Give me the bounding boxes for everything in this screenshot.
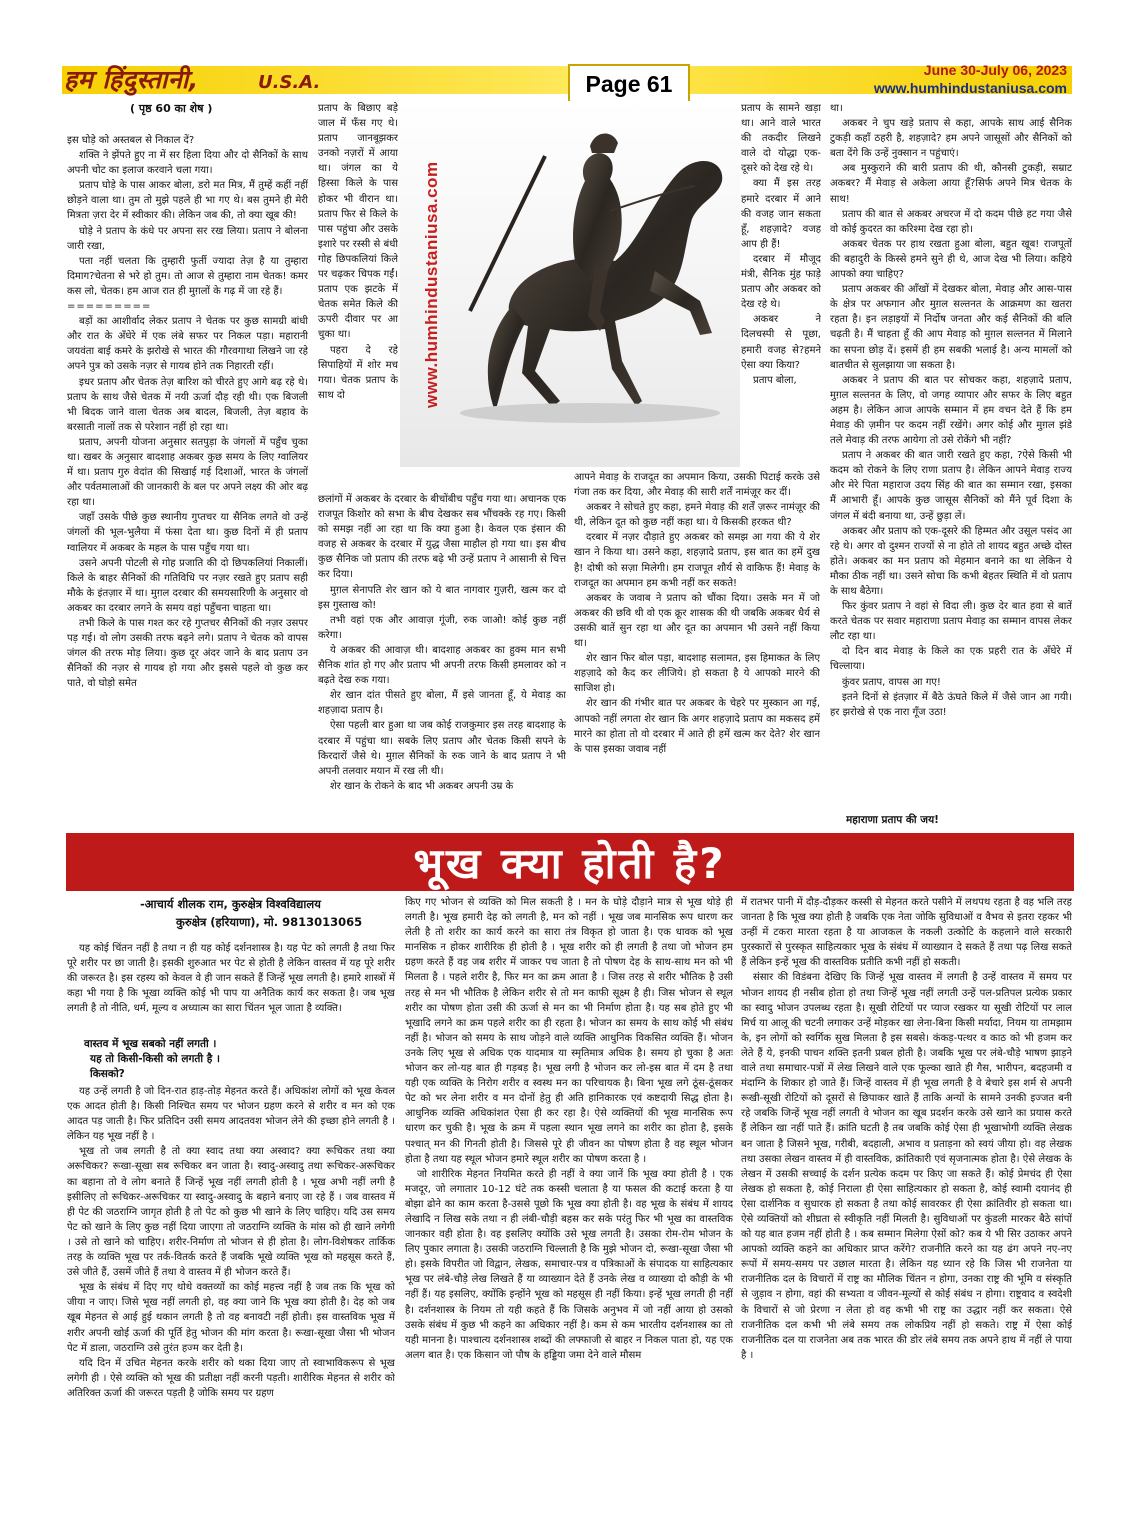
- paragraph: फिर कुंवर प्रताप ने वहां से विदा ली। कुछ देर बात हवा से बातें करते चेतक पर सवार महाराणा प्रताप मेवाड़ का सम्मान वापस लेकर लौट रहा था।: [830, 601, 1072, 643]
- paragraph: इधर प्रताप और चेतक तेज़ बारिश को चीरते हुए आगे बढ़ रहे थे। प्रताप के साथ जैसे चेतक में नयी ऊर्जा दौड़ रही थी। एक बिजली भी बिदक जाने वाला चेतक अब बादल, बिजली, तेज़ बहाव के बरसाती नालों तक से परेशान नहीं हो रहा था।: [67, 376, 308, 433]
- paragraph: प्रताप की बात से अकबर अचरज में दो कदम पीछे हट गया जैसे वो कोई कुदरत का करिश्मा देख रहा हो।: [830, 208, 1072, 235]
- pull-quote: [70, 1037, 390, 1082]
- author-byline: [140, 895, 362, 931]
- paragraph: शक्ति ने झेंपते हुए ना में सर हिला दिया और दो सैनिकों के साथ अपनी चोट का इलाज करवाने चला गया।: [67, 150, 308, 177]
- paragraph: जहाँ उसके पीछे कुछ स्थानीय गुप्तचर या सैनिक लगते वो उन्हें जंगलों की भूल-भुलैया में फंसा देता था। कुछ दिनों में ही प्रताप ग्वालियर में अकबर के महल के पास पहुँच गया था।: [67, 512, 308, 554]
- paragraph: प्रताप अकबर की आँखों में देखकर बोला, मेवाड़ और आस-पास के क्षेत्र पर अफगान और मुग़ल सल्तनत के आक्रमण का खतरा रहता है। इन लड़ाइयों में निर्दोष जनता और कई सैनिकों की बलि चढ़ती है। मैं चाहता हूँ की आप मेवाड़ को मुग़ल सल्तनत में मिलाने का सपना छोड़ दें। इसमें ही हम सबकी भलाई है। अन्य मामलों को बातचीत से सुलझाया जा सकता है।: [830, 284, 1072, 371]
- page-header: [0, 0, 1135, 100]
- paragraph: संसार की विडंबना देखिए कि जिन्हें भूख वास्तव में लगती है उन्हें वास्तव में समय पर भोजन शायद ही नसीब होता हो तथा जिन्हें भूख नहीं लगती उन्हें पल-प्रतिपल प्रत्येक प्रकार का स्वादु भोजन उपलब्ध रहता है। सूखी रोटियों पर प्याज रखकर या सूखी रोटियों पर लाल मिर्च या आलू की चटनी लगाकर उन्हें मोड़कर खा लेना-बिना किसी मर्यादा, नियम या तामझाम के, इन लोगों को स्वर्गिक सुख मिलता है इस सबसे। कंकड़-पत्थर व काठ को भी हजम कर लेते हैं ये, इनकी पाचन शक्ति इतनी प्रबल होती है। जबकि भूख पर लंबे-चौड़े भाषण झाड़ने वाले तथा समाचार-पत्रों में लेख लिखने वाले एक फूल्का खाते ही गैस, भारीपन, बदहजमी व मंदाग्नि के शिकार हो जाते हैं। जिन्हें वास्तव में ही भूख लगती है वे बेचारे इस शर्म से अपनी रूखी-सूखी रोटियों को दूसरों से छिपाकर खाते हैं ताकि अन्यों के सामने उनकी इज्जत बनी रहे जबकि जिन्हें भूख नहीं लगती वे भोजन का खूब प्रदर्शन करके उसे खाने का प्रयास करते हैं लेकिन खा नहीं पाते हैं। क्रांति घटती है तब जबकि कोई ऐसा ही भूखाभोगी व्यक्ति लेखक बन जाता है जिसने भूख, गरीबी, बदहाली, अभाव व प्रताड़ना को स्वयं जीया हो। वह लेखक तथा उसका लेखन वास्तव में ही वास्तविक, क्रांतिकारी एवं सृजनात्मक होता है। ऐसे लेखक के लेखन में उसकी सच्चाई के दर्शन प्रत्येक कदम पर किए जा सकते हैं। कोई प्रेमचंद ही ऐसा लेखक हो सकता है, कोई निराला ही ऐसा साहित्यकार हो सकता है, कोई स्वामी दयानंद ही ऐसा दार्शनिक व सुधारक हो सकता है तथा कोई सावरकर ही ऐसा क्रांतिवीर हो सकता था। ऐसे व्यक्तियों को शीघ्रता से स्वीकृति नहीं मिलती है। सुविधाओं पर कुंडली मारकर बैठे सांपों को यह बात हजम नहीं होती है । कब सम्मान मिलेगा ऐसों को? कब ये भी सिर उठाकर अपने आपको व्यक्ति कहने का अधिकार प्राप्त करेंगे? राजनीति करने का यह ढंग अपने नए-नए रूपों में समय-समय पर उछाल मारता है। लेकिन यह ध्यान रहे कि जिस भी राजनेता या राजनीतिक दल के विचारों में राष्ट्र का मौलिक चिंतन न होगा, उनका राष्ट्र की भूमि व संस्कृति से जुड़ाव न होगा, वहां की सभ्यता व जीवन-मूल्यों से कोई संबंध न होगा। राष्ट्रवाद व स्वदेशी के विचारों से जो प्रेरणा न लेता हो वह कभी भी राष्ट्र का उद्धार नहीं कर सकता। ऐसे राजनीतिक दल कभी भी लंबे समय तक लोकप्रिय नहीं हो सकते। राष्ट्र में ऐसा कोई राजनीतिक दल या राजनेता अब तक भारत की डोर लंबे समय तक अपने हाथ में नहीं ले पाया है ।: [741, 972, 1072, 1361]
- paragraph: शेर खान की गंभीर बात पर अकबर के चेहरे पर मुस्कान आ गई, आपको नहीं लगता शेर खान कि अगर शहज़ादे प्रताप का मकसद हमें मारने का होता तो वो दरबार में आते ही हमें खत्म कर देते? शेर खान के पास इसका जवाब नहीं: [574, 698, 820, 755]
- paragraph: प्रताप ने अकबर की बात जारी रखते हुए कहा, ?ऐसे किसी भी कदम को रोकने के लिए राणा प्रताप है। लेकिन आपने मेवाड़ राज्य और मेरे पिता महाराज उदय सिंह की बात का सम्मान रखा, इसका मैं आभारी हूँ। आपके कुछ जासूस सैनिकों को मैंने पूर्व दिशा के जंगल में बंदी बनाया था, उन्हें छुड़ा लें।: [830, 450, 1072, 522]
- story2-intro: [67, 941, 395, 1035]
- story1-col3-top: [741, 101, 821, 473]
- story2-col3: [741, 895, 1072, 1520]
- paragraph: अकबर के जवाब ने प्रताप को चौंका दिया। उसके मन में जो अकबर की छवि थी वो एक क्रूर शासक की थी जबकि अकबर धैर्य से उसकी बातें सुन रहा था और दूत का अपमान भी उसने नहीं किया था।: [574, 592, 820, 650]
- paragraph: अकबर चेतक पर हाथ रखता हुआ बोला, बहुत खूब! राजपूतों की बहादुरी के किस्से हमने सुने ही थे, आज देख भी लिया। कहिये आपको क्या चाहिए?: [830, 238, 1072, 281]
- paragraph: अकबर ने सोचते हुए कहा, हमने मेवाड़ की शर्तें ज़रूर नामंज़ूर की थी, लेकिन दूत को कुछ नहीं कहा था। ये किसकी हरकत थी?: [574, 502, 820, 529]
- paragraph: घोड़े ने प्रताप के कंधे पर अपना सर रख लिया। प्रताप ने बोलना जारी रखा,: [67, 225, 308, 252]
- paragraph: प्रताप बोला,: [753, 374, 797, 386]
- paragraph: दरबार में मौजूद मंत्री, सैनिक मुंह फाड़े प्रताप और अकबर को देख रहे थे।: [741, 253, 821, 311]
- paragraph: शेर खान के रोकने के बाद भी अकबर अपनी उम्र के: [330, 780, 514, 792]
- section-separator: =========: [67, 301, 152, 313]
- paragraph: अकबर और प्रताप को एक-दूसरे की हिम्मत और उसूल पसंद आ रहे थे। अगर वो दुश्मन राज्यों से ना होते तो शायद बहुत अच्छे दोस्त होते। अकबर का मन प्रताप को मेहमान बनाने का था लेकिन ये मौका ठीक नहीं था। उसने सोचा कि कभी बेहतर स्थिति में वो प्रताप के साथ बैठेगा।: [830, 525, 1072, 597]
- website-link[interactable]: www.humhindustaniusa.com: [873, 80, 1067, 96]
- paragraph: अकबर ने चुप खड़े प्रताप से कहा, आपके साथ आई सैनिक टुकड़ी कहाँ ठहरी है, शहज़ादे? हम अपने जासूसों और सैनिकों को बता देंगे कि उन्हें नुक्सान न पहुंचाएं।: [830, 118, 1072, 160]
- paragraph: ये अकबर की आवाज़ थी। बादशाह अकबर का हुक्म मान सभी सैनिक शांत हो गए और प्रताप भी अपनी तरफ किसी हमलावर को न बढ़ते देख रुक गया।: [318, 644, 566, 687]
- paragraph: उसने अपनी पोटली से गोह प्रजाति की दो छिपकलियां निकालीं। किले के बाहर सैनिकों की गतिविधि पर नज़र रखते हुए प्रताप सही मौके के इंतज़ार में था। मुग़ल दरबार की समयसारिणी के अनुसार वो अकबर का दरबार लगने के समय वहां पहुँचना चाहता था।: [67, 557, 308, 614]
- paragraph: पता नहीं चलता कि तुम्हारी फुर्ती ज्यादा तेज़ है या तुम्हारा दिमाग?चेतना से भरे हो तुम। तो आज से तुम्हारा नाम चेतक! कमर कस लो, चेतक। हम आज रात ही मुग़लों के गढ़ में जा रहे हैं।: [67, 255, 308, 297]
- paragraph: अब मुस्कुराने की बारी प्रताप की थी, कौनसी टुकड़ी, सम्राट अकबर? मैं मेवाड़ से अकेला आया हूँ?सिर्फ अपने मित्र चेतक के साथ!: [830, 163, 1072, 205]
- story2-col2: [405, 895, 733, 1520]
- paragraph: पहरा दे रहे सिपाहियों में शोर मच गया। चेतक प्रताप के साथ दो: [318, 344, 398, 401]
- quote-line: यह तो किसी-किसी को लगती है ।: [90, 1053, 220, 1066]
- closing-slogan: महाराणा प्रताप की जय!: [846, 814, 939, 826]
- page-number: Page 61: [568, 64, 690, 104]
- paragraph: इतने दिनों से इंतज़ार में बैठे ऊंघते किले में जैसे जान आ गयी। हर झरोखे से एक नारा गूँज उठा!: [830, 691, 1072, 718]
- watermark-url: www.humhindustaniusa.com: [422, 161, 441, 409]
- story1-col1: [67, 133, 308, 828]
- author-name: -आचार्य शीलक राम, कुरुक्षेत्र विश्वविद्यालय: [140, 897, 321, 911]
- paragraph: शेर खान दांत पीसते हुए बोला, मैं इसे जानता हूँ, ये मेवाड़ का शहज़ादा प्रताप है।: [318, 690, 566, 717]
- paragraph: किए गए भोजन से व्यक्ति को मिल सकती है । मन के घोड़े दौड़ाने मात्र से भूख थोड़े ही लगती है। भूख हमारी देह को लगती है, मन को नहीं । भूख जब मानसिक रूप धारण कर लेती है तो शरीर का कार्य करने का सारा तंत्र विकृत हो जाता है। एक धावक को भूख मानसिक न होकर शारीरिक ही होती है । भूख शरीर को ही लगती है तथा जो भोजन हम ग्रहण करते हैं वह जब शरीर में जाकर पच जाता है तो पोषण देह के साथ-साथ मन को भी मिलता है । पहले शरीर है, फिर मन का क्रम आता है । जिस तरह से शरीर भौतिक है उसी तरह से मन भी भौतिक है लेकिन शरीर से तो मन काफी सूक्ष्म है ही। जिस भोजन से स्थूल शरीर का पोषण होता उसी की ऊर्जा से मन का भी निर्माण होता है। यह सब होते हुए भी भूखादि लगने का क्रम पहले शरीर का ही रहता है। भोजन का समय के साथ कोई भी संबंध नहीं है। भोजन को समय के साथ जोड़ने वाले व्यक्ति आधुनिक विकसित व्यक्ति हैं। भोजन उनके लिए भूख से अधिक एक यादमात्र या स्मृतिमात्र अधिक है। समय हो चुका है अतः भोजन कर लो-यह बात ही गड़बड़ है। भूख लगी है भोजन कर लो-इस बात में दम है तथा यही एक व्यक्ति के निरोग शरीर व स्वस्थ मन का परिचायक है। बिना भूख लगे ठूंस-ठूंसकर पेट को भर लेना शरीर व मन दोनों हेतु ही अति हानिकारक एवं कष्टदायी सिद्ध होता है। आधुनिक व्यक्ति अधिकांशत ऐसा ही कर रहा है। ऐसे व्यक्तियों की भूख मानसिक रूप धारण कर चुकी है। भूख के क्रम में पहला स्थान भूख लगने का शरीर का होता है, इसके पश्चात् मन की गिनती होती है। जिससे पूरे ही जीवन का पोषण होता है वह स्थूल भोजन होता है तथा यह स्थूल भोजन हमारे स्थूल शरीर का पोषण करता है ।: [405, 897, 733, 1165]
- headline: भूख क्या होती है?: [413, 838, 727, 888]
- horse-statue-icon: [400, 101, 740, 467]
- paragraph: प्रताप के बिछाए बड़े जाल में फँस गए थे। प्रताप जानबूझकर उनको नज़रों में आया था। जंगल का ये हिस्सा किले के पास होकर भी वीरान था। प्रताप फिर से किले के पास पहुंचा और उसके इशारे पर रस्सी से बंधी गोह छिपकलियां किले पर चढ़कर चिपक गईं। प्रताप एक झटके में चेतक समेत किले की ऊपरी दीवार पर आ चुका था।: [318, 103, 398, 341]
- paragraph: दरबार में नज़र दौड़ाते हुए अकबर को समझ आ गया की ये शेर खान ने किया था। उसने कहा, शहज़ादे प्रताप, इस बात का हमें दुख है! दोषी को सज़ा मिलेगी। हम राजपूत शौर्य से वाकिफ हैं! मेवाड़ के राजदूत का अपमान हम कभी नहीं कर सकते!: [574, 532, 820, 589]
- paragraph: यह उन्हें लगती है जो दिन-रात हाड़-तोड़ मेहनत करते हैं। अधिकांश लोगों को भूख केवल एक आदत होती है। किसी निश्चित समय पर भोजन ग्रहण करने से शरीर व मन को एक आदत पड़ जाती है। फिर प्रतिदिन उसी समय आदतवश भोजन लेने की इच्छा होने लगती है । लेकिन यह भूख नहीं है ।: [67, 1086, 395, 1143]
- headline-banner: [66, 833, 1074, 891]
- quote-line: वास्तव में भूख सबको नहीं लगती ।: [84, 1038, 217, 1050]
- masthead-title: हम हिंदुस्तानी,: [64, 65, 199, 94]
- author-contact: कुरुक्षेत्र (हरियाणा), मो. 9813013065: [176, 915, 363, 929]
- paragraph: तभी वहां एक और आवाज़ गूंजी, रुक जाओ! कोई कुछ नहीं करेगा।: [318, 614, 566, 641]
- continued-label: ( पृष्ठ 60 का शेष ): [130, 102, 213, 115]
- masthead-edition: U.S.A.: [258, 72, 321, 93]
- paragraph: था।: [830, 103, 843, 114]
- story1-col2: [318, 101, 398, 491]
- paragraph: भूख के संबंध में दिए गए थोथे वक्तव्यों का कोई महत्त्व नहीं है जब तक कि भूख को जीया न जाए। जिसे भूख नहीं लगती हो, वह क्या जाने कि भूख क्या होती है। देह को जब खूब मेहनत से आई हुई थकान लगती है तो वह बनावटी नहीं होती। इस वास्तविक भूख में शरीर अपनी खोई ऊर्जा की पूर्ति हेतु भोजन की मांग करता है। रूखा-सूखा जैसा भी भोजन पेट में डाला, जठराग्नि उसे तुरंत हज्म कर देती है।: [67, 1282, 395, 1354]
- paragraph: ऐसा पहली बार हुआ था जब कोई राजकुमार इस तरह बादशाह के दरबार में पहुंचा था। सबके लिए प्रताप और चेतक किसी सपने के किरदारों जैसे थे। मुग़ल सैनिकों के रुक जाने के बाद प्रताप ने भी अपनी तलवार मयान में रख ली थी।: [318, 720, 566, 777]
- paragraph: तभी किले के पास गश्त कर रहे गुप्तचर सैनिकों की नज़र उसपर पड़ गई। वो लोग उसकी तरफ बढ़ने लगे। प्रताप ने चेतक को वापस जंगल की तरफ मोड़ लिया। कुछ दूर अंदर जाने के बाद प्रताप उन सैनिकों की नज़र से गायब हो गया और इससे पहले वो कुछ कर पाते, वो घोड़ो समेत: [67, 618, 308, 690]
- paragraph: प्रताप घोड़े के पास आकर बोला, डरो मत मित्र, मैं तुम्हें कहीं नहीं छोड़ने वाला था। तुम तो मुझे पहले ही भा गए थे। बस तुमने ही मेरी मित्रता ज़रा देर में स्वीकार की। लेकिन जब की, तो क्या खूब की!: [67, 180, 308, 222]
- horse-rider-image: [400, 101, 740, 467]
- paragraph: इस घोड़े को अस्तबल से निकाल दें?: [67, 135, 195, 146]
- issue-date: June 30-July 06, 2023: [923, 62, 1067, 78]
- paragraph: प्रताप, अपनी योजना अनुसार सतपुड़ा के जंगलों में पहुँच चुका था। खबर के अनुसार बादशाह अकबर कुछ समय के लिए ग्वालियर में था। प्रताप गुरु वेदांत की सिखाई गई दिशाओं, भारत के जंगलों और पर्वतमालाओं की जानकारी के बल पर अपने लक्ष्य की ओर बढ़ रहा था।: [67, 436, 308, 509]
- paragraph: में रातभर पानी में दौड़-दौड़कर कस्सी से मेहनत करते पसीने में लथपथ रहता है वह भलि तरह जानता है कि भूख क्या होती है जबकि एक नेता जोकि सुविधाओं व वैभव से इतरा रहकर भी उन्हीं में टकरा मारता रहता है या आजकल के नकली उत्कोटि के कहलाने वाले सरकारी पुरस्कारों से पुरस्कृत साहित्यकार भूख के संबंध में व्याख्यान दे सकते हैं तथा पढ़ लिख सकते हैं लेकिन इन्हें भूख की वास्तविक प्रतीति कभी नहीं हो सकती।: [741, 897, 1072, 969]
- story1-col4: [830, 101, 1072, 813]
- paragraph: अकबर ने प्रताप की बात पर सोचकर कहा, शहज़ादे प्रताप, मुग़ल सल्तनत के लिए, वो जगह व्यापार और सफर के लिए बहुत अहम है। लेकिन आज आपके सम्मान में हम वचन देते हैं कि हम मेवाड़ की ज़मीन पर कदम नहीं रखेंगे। अगर कोई और मुग़ल झंडे तले मेवाड़ की तरफ आयेगा तो उसे रोकेंगे भी नहीं?: [830, 374, 1072, 447]
- paragraph: मुग़ल सेनापति शेर खान को ये बात नागवार गुज़री, खत्म कर दो इस गुस्ताख को!: [318, 584, 566, 611]
- quote-line: किसको?: [90, 1068, 125, 1081]
- paragraph: भूख तो जब लगती है तो क्या स्वाद तथा क्या अस्वाद? क्या रूचिकर तथा क्या अरूचिकर? रूखा-सूखा सब रूचिकर बन जाता है। स्वादु-अस्वादु तथा रूचिकर-अरूचिकर का बहाना तो वे लोग बनाते हैं जिन्हें भूख नहीं लगती होती है । भूख अभी नहीं लगी है इसीलिए तो रूचिकर-अरूचिकर या स्वादु-अस्वादु के बहाने बनाए जा रहे हैं । जब वास्तव में ही पेट की जठराग्नि जागृत होती है तो पेट को कुछ भी खाने के लिए चाहिए। यदि उस समय पेट को खाने के लिए कुछ नहीं दिया जाएगा तो जठराग्नि व्यक्ति के मांस को ही खाने लगेगी । उसे तो खाने को चाहिए। शरीर-निर्माण तो भोजन से ही होता है। लोग-विशेषकर तार्किक तरह के व्यक्ति भूख पर तर्क-वितर्क करते हैं जबकि भूखे व्यक्ति भूख को महसूस करते हैं, उसे जीते हैं, उसमें जीते हैं तथा वे वास्तव में ही भोजन करते हैं।: [67, 1146, 395, 1279]
- paragraph: दो दिन बाद मेवाड़ के किले का एक प्रहरी रात के अँधेरे में चिल्लाया।: [830, 646, 1072, 673]
- paragraph: जो शारीरिक मेहनत नियमित करते ही नहीं वे क्या जानें कि भूख क्या होती है । एक मजदूर, जो लगातार 10-12 घंटे तक कस्सी चलाता है या फसल की कटाई करता है या बोझा ढोने का काम करता है-उससे पूछो कि भूख क्या होती है। वह भूख के संबंध में शायद लेखादि न लिख सके तथा न ही लंबी-चौड़ी बहस कर सके परंतु फिर भी भूख का वास्तविक जानकार वही होता है। वह इसलिए क्योंकि उसे भूख लगती है। उसका रोम-रोम भोजन के लिए पुकार लगाता है। उसकी जठराग्नि चिल्लाती है कि मुझे भोजन दो, रूखा-सूखा जैसा भी हो। इसके विपरीत जो विद्वान, लेखक, समाचार-पत्र व पत्रिकाओं के संपादक या साहित्यकार भूख पर लंबे-चौड़े लेख लिखते हैं या व्याख्यान देते हैं उनके लेख व व्याख्या दो कौड़ी के भी नहीं हैं। यह इसलिए, क्योंकि इन्होंने भूख को महसूस ही नहीं किया। इन्हें भूख लगती ही नहीं है। दर्शनशास्त्र के नियम तो यही कहते हैं कि जिसके अनुभव में जो नहीं आया हो उसको उसके संबंध में कुछ भी कहने का अधिकार नहीं है। कम से कम भारतीय दर्शनशास्त्र का तो यही मानना है। पाश्चात्य दर्शनशास्त्र शब्दों की लफ्फाजी से बाहर न निकल पाता हो, यह एक अलग बात है। एक किसान जो पौष के हड्डिया जमा देने वाले मौसम: [405, 1168, 733, 1361]
- story1-col-mid: [318, 492, 566, 828]
- paragraph: यदि दिन में उचित मेहनत करके शरीर को थका दिया जाए तो स्वाभाविकरूप से भूख लगेगी ही । ऐसे व्यक्ति को भूख की प्रतीक्षा नहीं करनी पड़ती। शारीरिक मेहनत से शरीर को अतिरिक्त ऊर्जा की जरूरत पड़ती है जोकि समय पर ग्रहण: [67, 1357, 395, 1399]
- paragraph: अकबर ने दिलचस्पी से पूछा, हमारी वजह से?हमने ऐसा क्या किया?: [741, 314, 821, 371]
- paragraph: छलांगों में अकबर के दरबार के बीचोंबीच पहुँच गया था। अचानक एक राजपूत किशोर को सभा के बीच देखकर सब भौंचक्के रह गए। किसी को समझ नहीं आ रहा था कि क्या हुआ है। केवल एक इंसान की वजह से अकबर के दरबार में युद्ध जैसा माहौल हो गया था। इस बीच कुछ सैनिक जो प्रताप की तरफ बढ़े भी उन्हें प्रताप ने आसानी से चित्त कर दिया।: [318, 494, 566, 581]
- paragraph: बड़ों का आशीर्वाद लेकर प्रताप ने चेतक पर कुछ सामग्री बांधी और रात के अँधेरे में एक लंबे सफर पर निकल पड़ा। महारानी जयवंता बाई कमरे के झरोखे से भारत की गौरवगाथा लिखने जा रहे अपने पुत्र को उसके नज़र से गायब होने तक निहारती रहीं।: [67, 316, 308, 373]
- paragraph: कुंवर प्रताप, वापस आ गए!: [842, 676, 941, 688]
- paragraph: शेर खान फिर बोल पड़ा, बादशाह सलामत, इस हिमाकत के लिए शहज़ादे को कैद कर लीजिये। हो सकता है ये आपको मारने की साजिश हो।: [574, 653, 820, 695]
- paragraph: आपने मेवाड़ के राजदूत का अपमान किया, उसकी पिटाई करके उसे गंजा तक कर दिया, और मेवाड़ की सारी शर्तें नामंज़ूर कर दीं।: [574, 472, 820, 499]
- paragraph: क्या मैं इस तरह हमारे दरबार में आने की वजह जान सकता हूँ, शहज़ादे? वजह आप ही हैं!: [741, 178, 821, 250]
- paragraph: यह कोई चिंतन नहीं है तथा न ही यह कोई दर्शनशास्त्र है। यह पेट को लगती है तथा फिर पूरे शरीर पर छा जाती है। इसकी शुरुआत भर पेट से होती है लेकिन वास्तव में यह पूरे शरीर की जरूरत है। इस रहस्य को केवल वे ही जान सकते हैं जिन्हें भूख लगती है। हमारे शास्त्रों में कहा भी गया है कि भूखा व्यक्ति कोई भी पाप या अनैतिक कार्य कर सकता है। जब भूख लगती है तो नीति, धर्म, मूल्य व अध्यात्म का सारा चिंतन भूल जाता है व्यक्ति।: [67, 943, 395, 1015]
- story2-col1: [67, 1084, 395, 1520]
- story1-col3: [574, 470, 820, 828]
- paragraph: प्रताप के सामने खड़ा था। आने वाले भारत की तकदीर लिखने वाले दो योद्धा एक-दूसरे को देख रहे थे।: [741, 103, 821, 175]
